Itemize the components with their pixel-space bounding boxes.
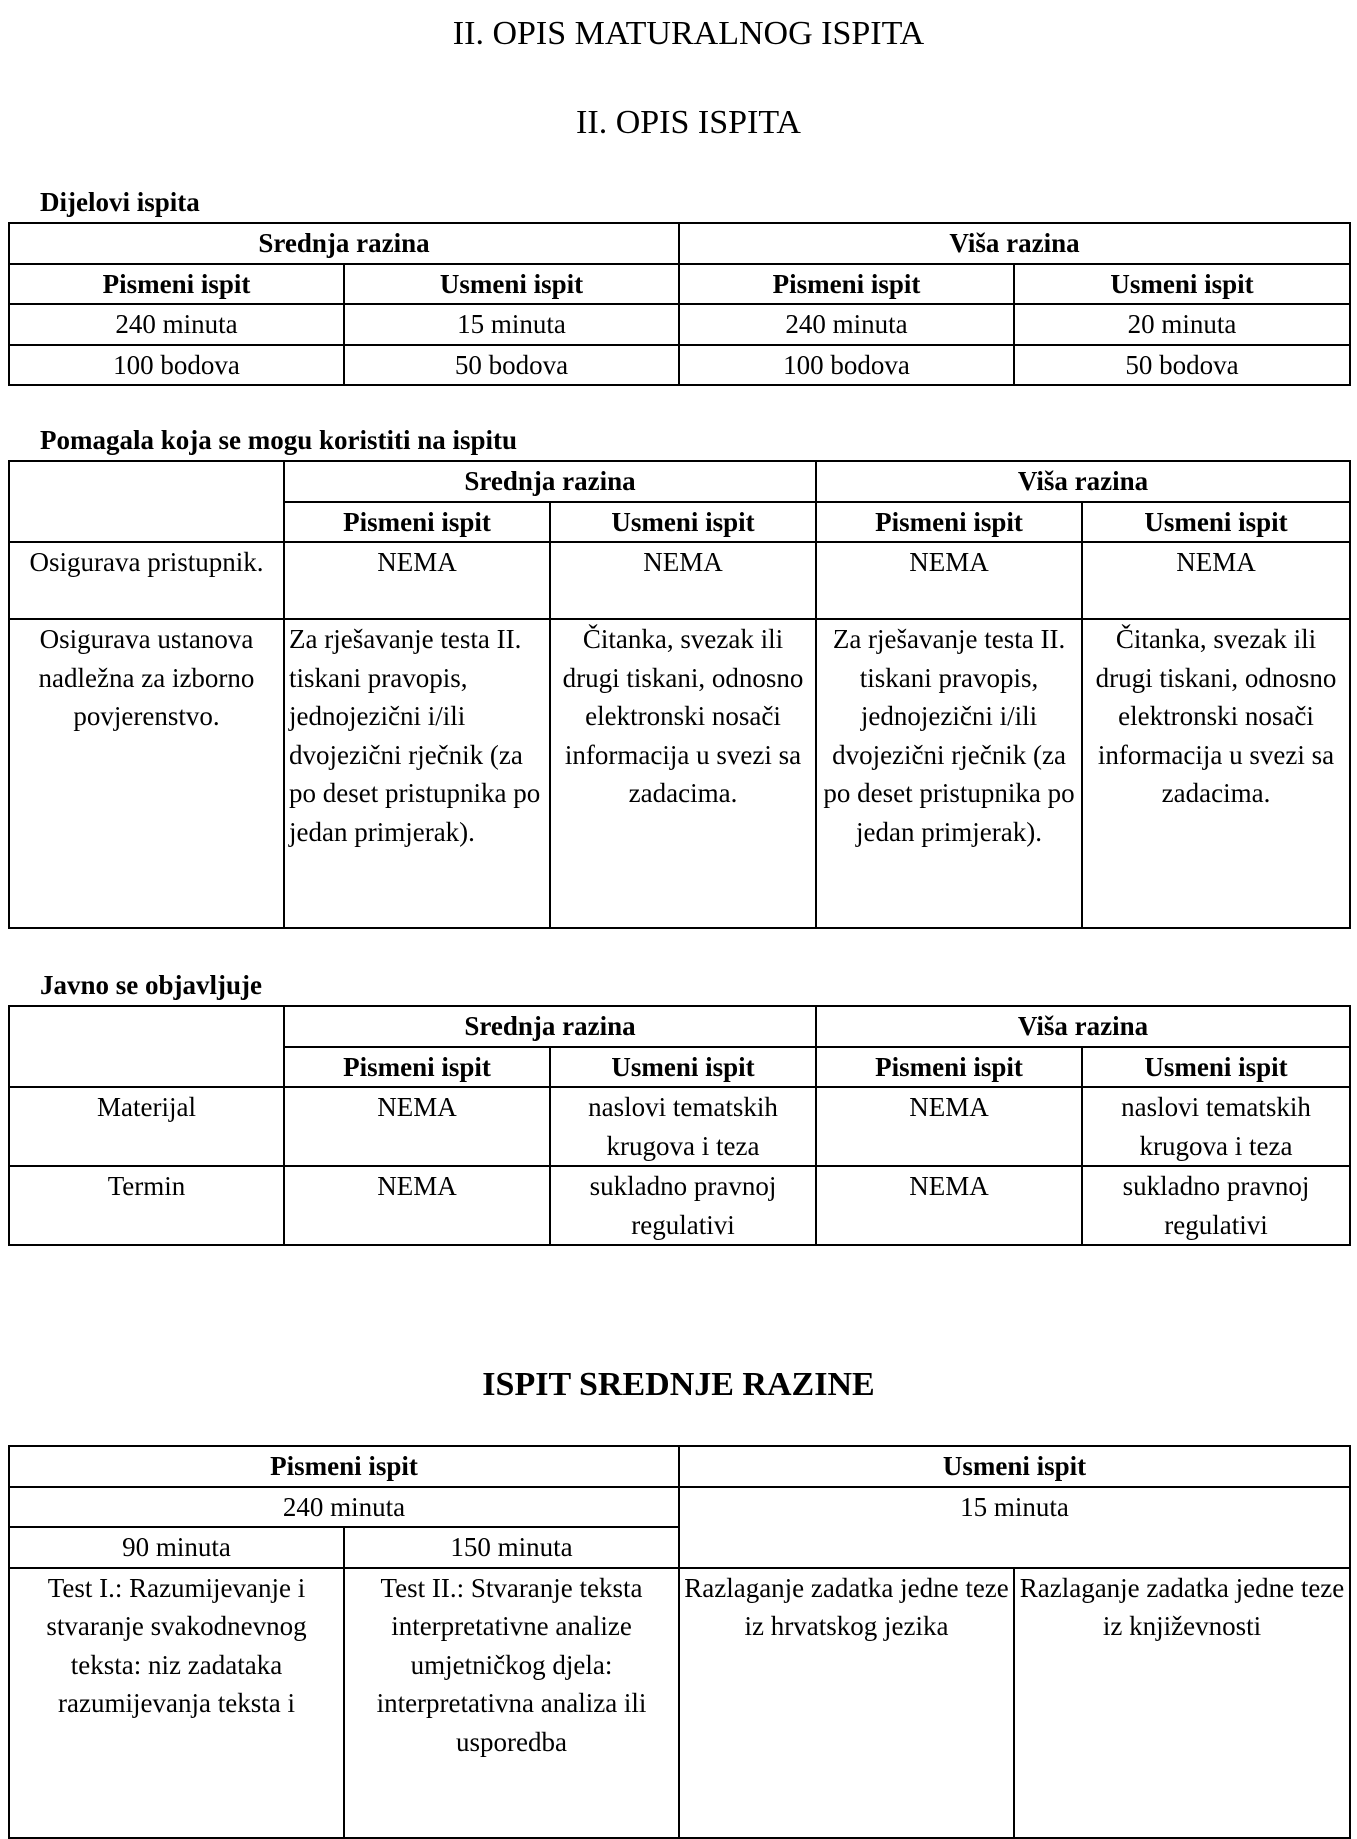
table-cell: NEMA (284, 1166, 550, 1245)
column-header-oral: Usmeni ispit (1082, 1047, 1350, 1088)
table-cell: 100 bodova (679, 345, 1014, 386)
table-cell: 50 bodova (1014, 345, 1350, 386)
table-cell: 50 bodova (344, 345, 679, 386)
column-header-oral: Usmeni ispit (344, 264, 679, 305)
table-cell: NEMA (816, 1166, 1082, 1245)
table-row (9, 345, 1350, 386)
table-cell: 20 minuta (1014, 304, 1350, 345)
table-cell: Čitanka, svezak ili drugi tiskani, odnosno elektronski nosači informacija u svezi sa zadacima. (1082, 619, 1350, 928)
empty-corner-cell (9, 1006, 284, 1087)
basic-level-exam-table (8, 1445, 1351, 1839)
column-header-written: Pismeni ispit (816, 1047, 1082, 1088)
column-header-written: Pismeni ispit (284, 1047, 550, 1088)
section-label-exam-parts: Dijelovi ispita (40, 187, 200, 217)
table-cell: naslovi tematskih krugova i teza (550, 1087, 816, 1166)
test2-time: 150 minuta (344, 1527, 679, 1568)
level-header-higher: Viša razina (816, 1006, 1350, 1047)
level-header-basic: Srednja razina (9, 223, 679, 264)
oral-task-literature: Razlaganje zadatka jedne teze iz književnosti (1014, 1568, 1350, 1838)
table-cell: NEMA (550, 542, 816, 619)
document-title: II. OPIS MATURALNOG ISPITA (452, 15, 925, 52)
section-label-published: Javno se objavljuje (40, 970, 262, 1000)
table-cell: NEMA (816, 542, 1082, 619)
table-cell: NEMA (284, 542, 550, 619)
empty-corner-cell (9, 461, 284, 542)
table-row (9, 1166, 1350, 1245)
test2-description: Test II.: Stvaranje teksta interpretativne analize umjetničkog djela: interpretativna analiza ili usporedba (344, 1568, 679, 1838)
oral-task-language: Razlaganje zadatka jedne teze iz hrvatskog jezika (679, 1568, 1014, 1838)
column-header-oral: Usmeni ispit (1082, 502, 1350, 543)
table-cell: naslovi tematskih krugova i teza (1082, 1087, 1350, 1166)
test1-time: 90 minuta (9, 1527, 344, 1568)
table-cell: 15 minuta (344, 304, 679, 345)
column-header-oral: Usmeni ispit (1014, 264, 1350, 305)
table-row (9, 1087, 1350, 1166)
table-cell: sukladno pravnoj regulativi (550, 1166, 816, 1245)
table-row (9, 619, 1350, 928)
published-info-table (8, 1005, 1351, 1246)
table-row (9, 542, 1350, 619)
level-header-higher: Viša razina (816, 461, 1350, 502)
table-cell: NEMA (816, 1087, 1082, 1166)
table-cell: NEMA (284, 1087, 550, 1166)
exam-aids-table (8, 460, 1351, 929)
table-cell: NEMA (1082, 542, 1350, 619)
table-cell: 100 bodova (9, 345, 344, 386)
row-header: Osigurava pristupnik. (9, 542, 284, 619)
oral-total-time: 15 minuta (679, 1487, 1350, 1568)
oral-exam-header: Usmeni ispit (679, 1446, 1350, 1487)
row-header: Osigurava ustanova nadležna za izborno povjerenstvo. (9, 619, 284, 928)
table-cell: 240 minuta (679, 304, 1014, 345)
exam-parts-table (8, 222, 1351, 386)
basic-level-heading: ISPIT SREDNJE RAZINE (482, 1366, 875, 1403)
column-header-written: Pismeni ispit (9, 264, 344, 305)
document-subtitle: II. OPIS ISPITA (576, 104, 801, 141)
table-cell: Za rješavanje testa II. tiskani pravopis, jednojezični i/ili dvojezični rječnik (za po deset pristupnika po jedan primjerak). (816, 619, 1082, 928)
test1-description: Test I.: Razumijevanje i stvaranje svakodnevnog teksta: niz zadataka razumijevanja teksta i (9, 1568, 344, 1838)
level-header-higher: Viša razina (679, 223, 1350, 264)
row-header: Materijal (9, 1087, 284, 1166)
column-header-written: Pismeni ispit (284, 502, 550, 543)
table-cell: 240 minuta (9, 304, 344, 345)
level-header-basic: Srednja razina (284, 461, 816, 502)
table-cell: sukladno pravnoj regulativi (1082, 1166, 1350, 1245)
table-cell: Čitanka, svezak ili drugi tiskani, odnosno elektronski nosači informacija u svezi sa zadacima. (550, 619, 816, 928)
level-header-basic: Srednja razina (284, 1006, 816, 1047)
column-header-oral: Usmeni ispit (550, 502, 816, 543)
written-total-time: 240 minuta (9, 1487, 679, 1528)
column-header-written: Pismeni ispit (816, 502, 1082, 543)
table-cell: Za rješavanje testa II. tiskani pravopis, jednojezični i/ili dvojezični rječnik (za po deset pristupnika po jedan primjerak). (284, 619, 550, 928)
section-label-aids: Pomagala koja se mogu koristiti na ispitu (40, 425, 518, 455)
column-header-oral: Usmeni ispit (550, 1047, 816, 1088)
written-exam-header: Pismeni ispit (9, 1446, 679, 1487)
row-header: Termin (9, 1166, 284, 1245)
column-header-written: Pismeni ispit (679, 264, 1014, 305)
table-row (9, 304, 1350, 345)
